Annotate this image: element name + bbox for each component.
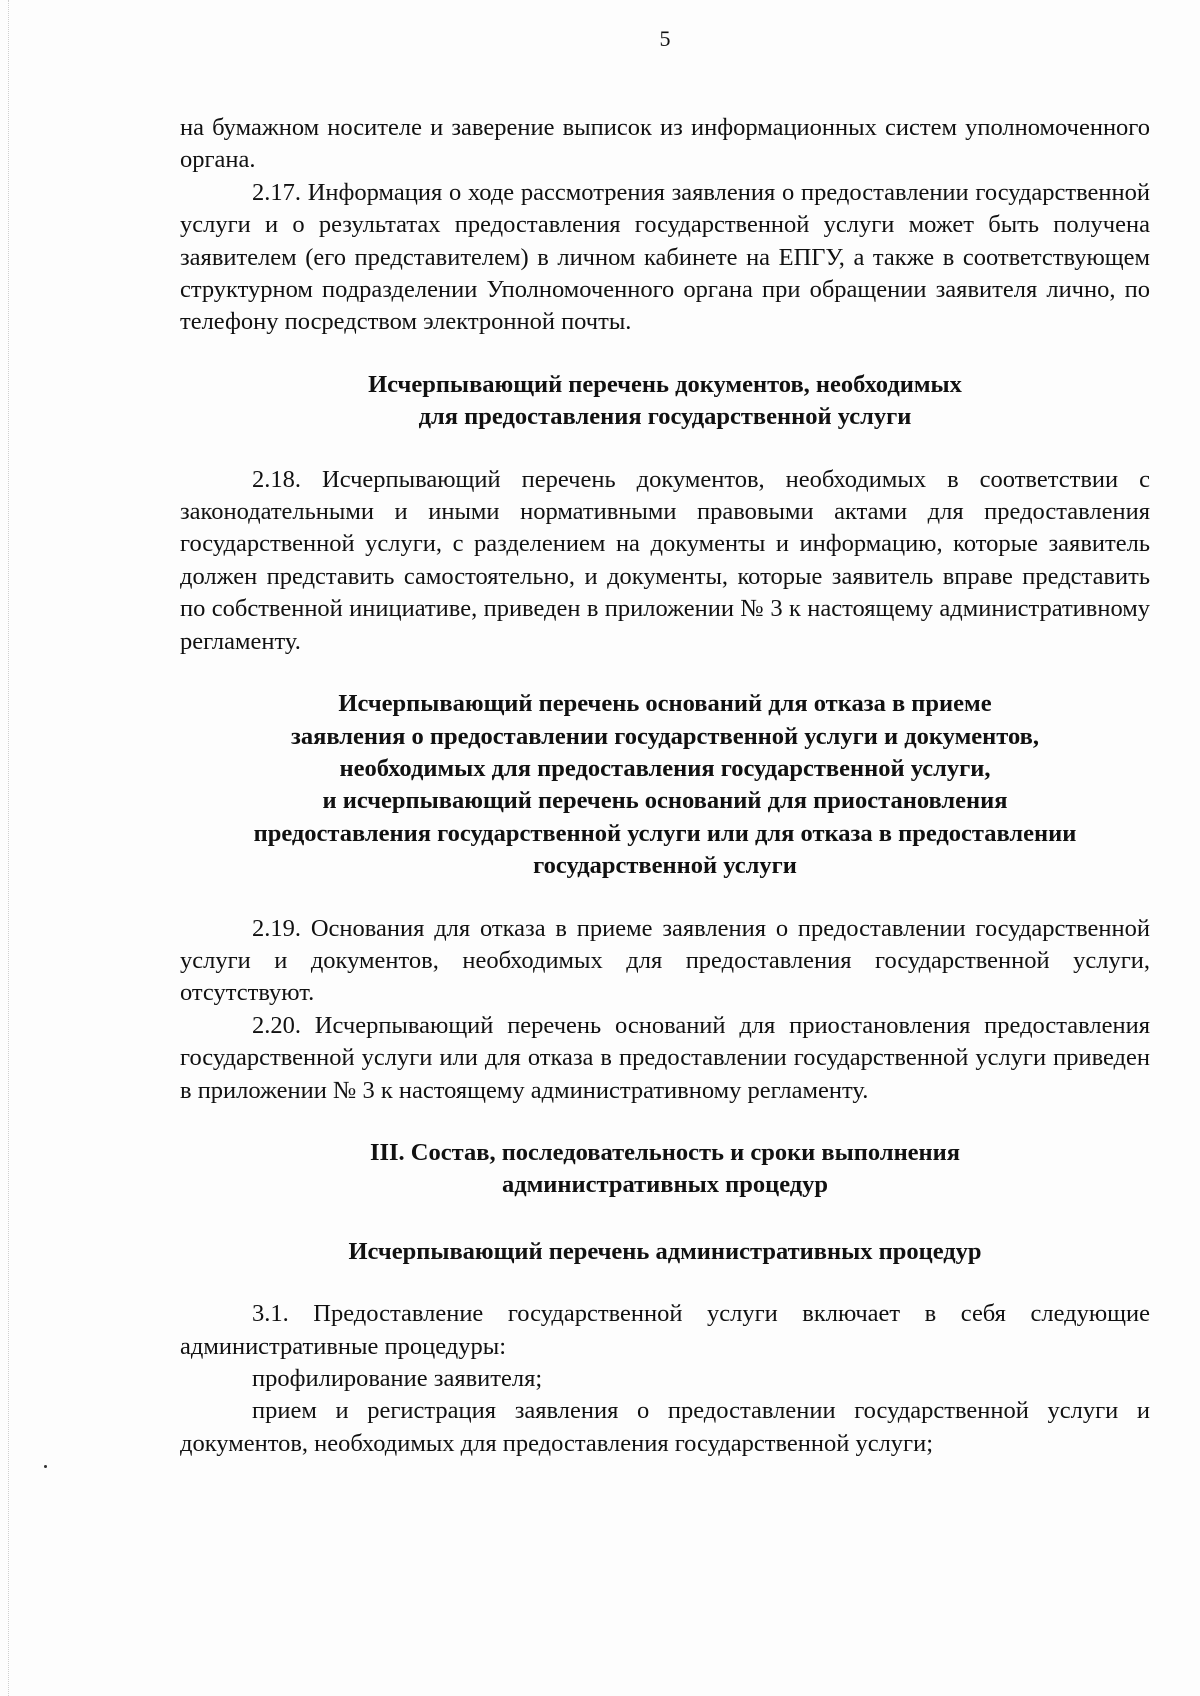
heading-section-3 [180, 1137, 1150, 1202]
heading-line: и исчерпывающий перечень оснований для приостановления [322, 787, 1008, 815]
paragraph-2-19: 2.19. Основания для отказа в приеме заявления о предоставлении государственной услуги и документов, необходимых для предоставления государственной услуги, отсутствуют. [180, 914, 1150, 1007]
scan-speck [44, 1465, 47, 1468]
heading-line: государственной услуги [533, 852, 797, 880]
heading-line: административных процедур [501, 1171, 829, 1199]
heading-refusal-grounds [180, 688, 1150, 882]
heading-procedures-list [180, 1236, 1150, 1268]
heading-line: Исчерпывающий перечень документов, необходимых [368, 370, 962, 398]
list-item-profiling: профилирование заявителя; [252, 1365, 543, 1392]
page-number: 5 [659, 26, 671, 51]
heading-line: III. Состав, последовательность и сроки выполнения [369, 1138, 961, 1166]
heading-line: заявления о предоставлении государственной услуги и документов, [291, 722, 1039, 750]
heading-line: для предоставления государственной услуги [418, 403, 912, 431]
heading-line: Исчерпывающий перечень административных процедур [348, 1237, 982, 1265]
document-body [180, 112, 1150, 1460]
heading-line: необходимых для предоставления государственной услуги, [339, 754, 991, 782]
heading-documents-list [180, 369, 1150, 434]
paragraph-2-18: 2.18. Исчерпывающий перечень документов, необходимых в соответствии с законодательными и иными нормативными правовыми актами для предоставления государственной услуги, с разделением на документы и информацию, которые заявитель должен представить самостоятельно, и документы, которые заявитель вправе представить по собственной инициативе, приведен в приложении № 3 к настоящему административному регламенту. [180, 465, 1150, 655]
paragraph-2-20: 2.20. Исчерпывающий перечень оснований для приостановления предоставления государственной услуги или для отказа в предоставлении государственной услуги приведен в приложении № 3 к настоящему административному регламенту. [180, 1011, 1150, 1104]
paragraph-2-17: 2.17. Информация о ходе рассмотрения заявления о предоставлении государственной услуги и о результатах предоставления государственной услуги может быть получена заявителем (его представителем) в личном кабинете на ЕПГУ, а также в соответствующем структурном подразделении Уполномоченного органа при обращении заявителя лично, по телефону посредством электронной почты. [180, 178, 1150, 336]
paragraph-3-1: 3.1. Предоставление государственной услуги включает в себя следующие административные процедуры: [180, 1300, 1150, 1360]
list-item-reception: прием и регистрация заявления о предоставлении государственной услуги и документов, необходимых для предоставления государственной услуги; [180, 1397, 1150, 1457]
paragraph-continuation: на бумажном носителе и заверение выписок из информационных систем уполномоченного органа. [180, 114, 1150, 174]
scan-edge-artifact [8, 0, 10, 1696]
heading-line: Исчерпывающий перечень оснований для отказа в приеме [338, 690, 992, 718]
heading-line: предоставления государственной услуги или для отказа в предоставлении [253, 819, 1077, 847]
